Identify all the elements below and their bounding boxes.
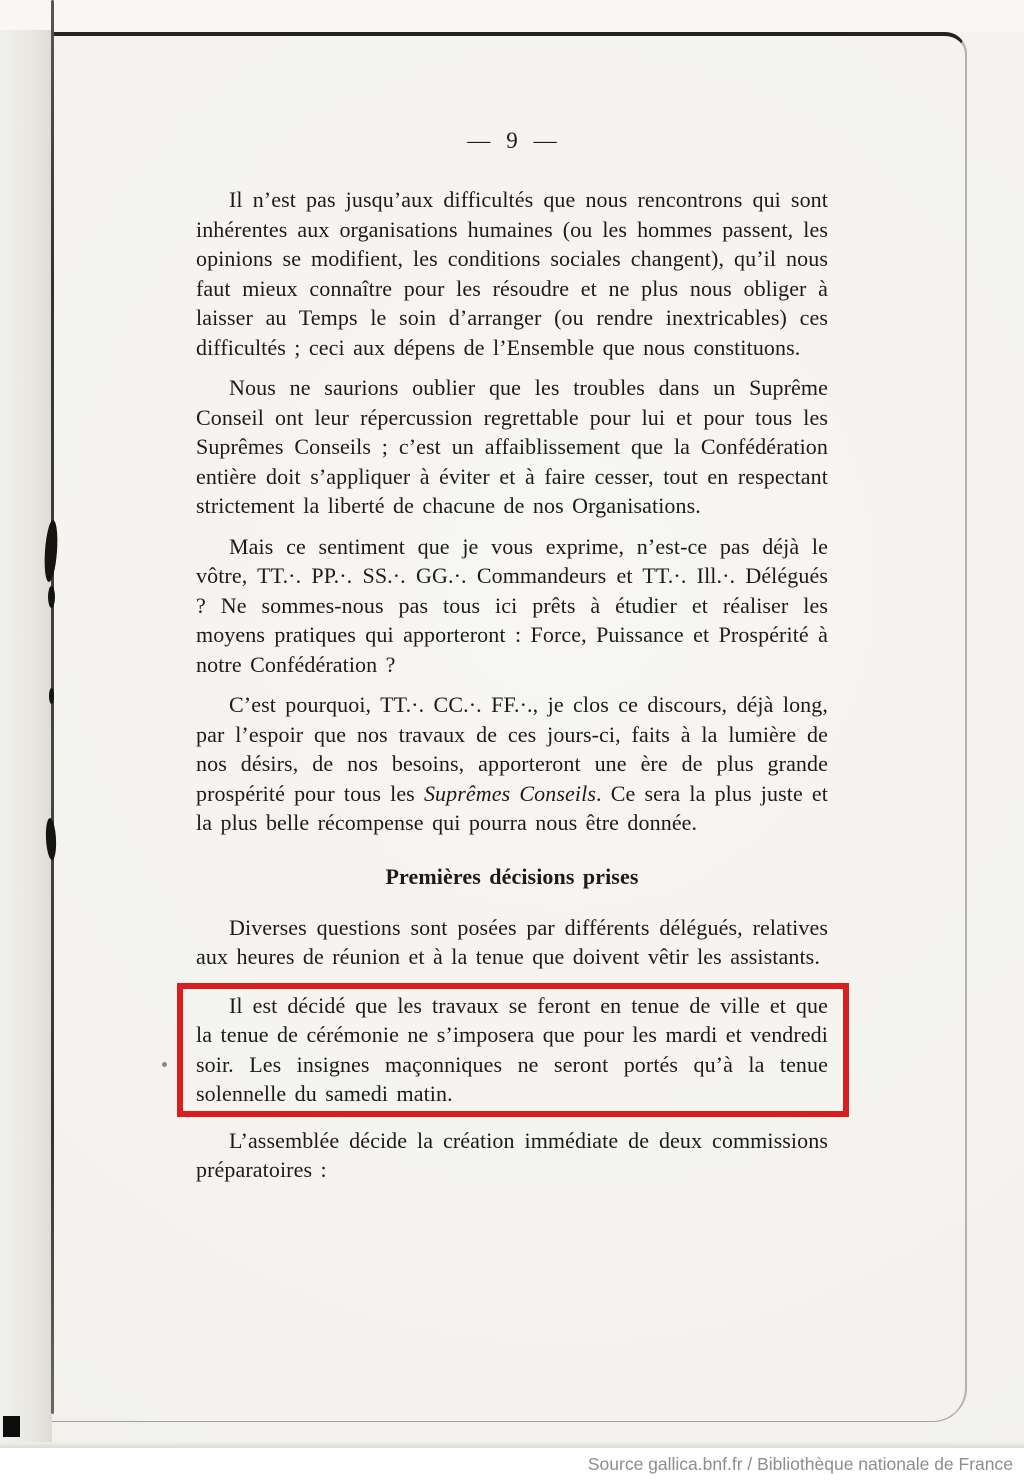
paragraph: L’assemblée décide la création immédiate de deux commissions préparatoires : bbox=[196, 1127, 828, 1182]
paragraph: Mais ce sentiment que je vous exprime, n’est-ce pas déjà le vôtre, TT.·. PP.·. SS.·. GG.·. Commandeurs et TT.·. Ill.·. Délégués ? Ne sommes-nous pas tous ici prêts à étudier et réaliser les moyens pratiques qui apporteront : Force, Puissance et Prospérité à notre Confédération ? bbox=[196, 533, 828, 677]
text-column bbox=[196, 126, 828, 1196]
gallica-attribution: Source gallica.bnf.fr / Bibliothèque nationale de France bbox=[0, 1448, 1024, 1481]
paragraph: Il n’est pas jusqu’aux difficultés que nous rencontrons qui sont inhérentes aux organisations humaines (ou les hommes passent, les opinions se modifient, les conditions sociales changent), qu’il nous faut mieux connaître pour les résoudre et ne plus nous obliger à laisser au Temps le soin d’arranger (ou rendre inextricables) ces difficultés ; ceci aux dépens de l’Ensemble que nous constituons. bbox=[196, 187, 828, 360]
highlighted-paragraph: Il est décidé que les travaux se feront en tenue de ville et que la tenue de cérémonie ne s’imposera que pour les mardi et vendredi soir. Les insignes maçonniques ne seront portés qu’à la tenue solennelle du samedi matin. bbox=[196, 992, 828, 1106]
paragraph: Nous ne saurions oublier que les troubles dans un Suprême Conseil ont leur répercussion regrettable pour lui et pour tous les Suprêmes Conseils ; c’est un affaiblissement que la Confédération entière doit s’appliquer à éviter et à faire cesser, tout en respectant strictement la liberté de chacune de nos Organisations. bbox=[196, 375, 828, 518]
page-number: — 9 — bbox=[467, 128, 557, 153]
paper-speck bbox=[162, 1062, 167, 1067]
binding-crease-line bbox=[51, 0, 54, 1414]
paragraph: C’est pourquoi, TT.·. CC.·. FF.·., je clos ce discours, déjà long, par l’espoir que nos travaux de ces jours-ci, faits à la lumière de nos désirs, de nos besoins, apporteront une ère de plus grande prospérité pour tous les Suprêmes Conseils. Ce sera la plus juste et la plus belle récompense qui pourra nous être donnée. bbox=[196, 692, 829, 835]
book-gutter-strip bbox=[0, 30, 52, 1442]
ink-blob bbox=[48, 586, 55, 608]
red-highlight-box bbox=[177, 983, 849, 1117]
ink-blob bbox=[49, 688, 54, 704]
paragraph: Diverses questions sont posées par différents délégués, relatives aux heures de réunion et à la tenue que doivent vêtir les assistants. bbox=[196, 914, 828, 969]
scan-top-margin bbox=[0, 0, 1024, 32]
section-heading: Premières décisions prises bbox=[385, 863, 639, 889]
scanner-corner-mark bbox=[3, 1416, 20, 1437]
